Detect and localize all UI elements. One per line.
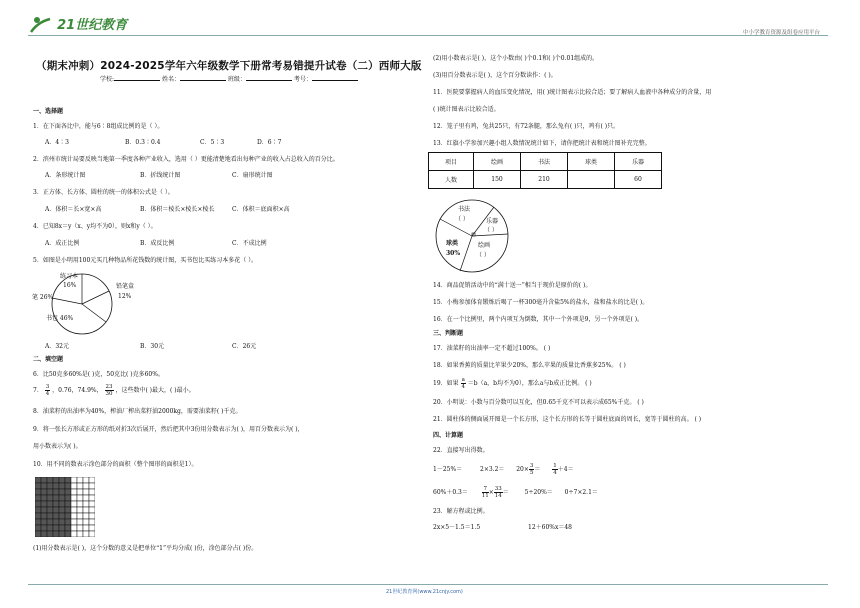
grid-cell	[89, 519, 95, 525]
grid-cell	[35, 489, 41, 495]
grid-cell	[53, 477, 59, 483]
grid-cell	[77, 501, 83, 507]
q3-option-c: C．体积＝底面积×高	[232, 206, 290, 213]
footer-site: 21世纪教育网(www.21cnjy.com)	[386, 589, 463, 595]
question-10-part2: (2)用小数表示是( )，这个小数由( )个0.1和( )个0.01组成的。	[433, 55, 599, 62]
grid-cell	[65, 501, 71, 507]
pie1-divider	[52, 298, 82, 304]
grid-cell	[47, 501, 53, 507]
grid-cell	[35, 525, 41, 531]
calc-row-1	[433, 463, 574, 476]
grid-cell	[89, 525, 95, 531]
grid-cell	[77, 477, 83, 483]
pie2-label-shufa: 书法	[458, 206, 471, 213]
q4-option-b: B．成反比例	[140, 240, 175, 247]
logo-icon	[30, 16, 52, 34]
question-10-part1: (1)用分数表示是( )，这个分数的意义是把单位“1”平均分成( )份，涂色部分占( )份。	[33, 545, 258, 552]
question-18: 18．如果香蕉的质量比苹果少20%，那么苹果的质量比香蕉多25%。 ( )	[433, 362, 626, 369]
grid-cell	[65, 507, 71, 513]
grid-cell	[83, 495, 89, 501]
grid-cell	[59, 489, 65, 495]
q2-option-b: B．折线统计图	[140, 172, 181, 179]
question-13: 13．红旗小学参加兴趣小组人数情况统计如下，请你把统计表和统计图补充完整。	[433, 140, 651, 147]
table-cell: 210	[521, 171, 568, 189]
equation-2: 12＋60%x＝48	[528, 524, 572, 531]
calc-2a: 60%＋0.3＝	[433, 489, 468, 496]
question-17: 17．油菜籽的出油率一定不超过100%。 ( )	[433, 345, 551, 352]
grid-cell	[71, 507, 77, 513]
grid-cell	[41, 531, 47, 537]
question-6: 6．比50克多60%是( )克，50克比( )克多60%。	[33, 371, 164, 378]
question-9-line1: 9．将一张长方形或正方形的纸对折3次后展开，然后把其中3份用分数表示为( )，用百分数表示为( )，	[33, 426, 304, 433]
grid-cell	[41, 513, 47, 519]
q19-suffix: ＝b（a，b均不为0），那么a与b成正比例。 ( )	[467, 380, 592, 387]
calc-1a: 1－25%＝	[433, 466, 463, 473]
q7-fraction-2	[105, 384, 114, 397]
grid-cell	[47, 483, 53, 489]
grid-cell	[59, 507, 65, 513]
pie1-pct-qianbihe: 12%	[118, 293, 132, 300]
grid-cell	[59, 519, 65, 525]
grid-cell	[77, 513, 83, 519]
grid-cell	[77, 483, 83, 489]
grid-cell	[59, 483, 65, 489]
calc-1d-den: 4	[553, 470, 557, 476]
grid-cell	[47, 531, 53, 537]
grid-cell	[77, 525, 83, 531]
number-label: 考号：	[293, 76, 312, 83]
grid-cell	[47, 513, 53, 519]
pie2-blank-huihua: （ ）	[476, 252, 490, 259]
grid-cell	[53, 513, 59, 519]
calc-1c-den: 5	[529, 470, 534, 476]
question-21: 21．圆柱体的侧面展开图是一个长方形，这个长方形的长等于圆柱底面的周长，宽等于圆柱的高。 ( )	[433, 416, 702, 423]
grid-cell	[83, 525, 89, 531]
table-cell: 球类	[568, 153, 615, 171]
pie1-label-lianxiben: 练习本	[60, 273, 79, 280]
calc-2c: 5÷20%＝	[524, 489, 553, 496]
grid-cell	[83, 519, 89, 525]
section-calc: 四、计算题	[433, 432, 464, 439]
grid-cell	[59, 513, 65, 519]
q19-f-num: a	[461, 377, 465, 383]
calc-2b-eq: ＝	[502, 489, 509, 496]
grid-cell	[65, 495, 71, 501]
pie2-blank-shufa: （ ）	[455, 216, 469, 223]
header-platform-text: 中小学教育资源及组卷应用平台	[742, 30, 820, 36]
question-9-line2: 用小数表示为( )。	[33, 443, 82, 450]
grid-cell	[47, 507, 53, 513]
grid-cell	[65, 483, 71, 489]
table-cell: 项目	[429, 153, 474, 171]
grid-cell	[47, 525, 53, 531]
calc-2b-fraction-2	[494, 486, 503, 499]
grid-cell	[89, 489, 95, 495]
table-cell: 人数	[429, 171, 474, 189]
q5-option-c: C．26元	[232, 343, 257, 350]
section-fill: 二、填空题	[33, 356, 64, 363]
grid-cell	[83, 477, 89, 483]
grid-cell	[35, 501, 41, 507]
grid-cell	[59, 525, 65, 531]
q3-option-a: A．体积＝长×宽×高	[45, 206, 102, 213]
q5-option-a: A．32元	[45, 343, 69, 350]
grid-cell	[47, 495, 53, 501]
grid-cell	[65, 519, 71, 525]
grid-cell	[41, 489, 47, 495]
grid-cell	[53, 519, 59, 525]
grid-cell	[71, 501, 77, 507]
grid-cell	[71, 513, 77, 519]
grid-cell	[89, 513, 95, 519]
grid-cell	[71, 525, 77, 531]
equation-1: 2x×5－1.5＝1.5	[433, 524, 481, 531]
grid-cell	[59, 531, 65, 537]
calc-2b-num1: 7	[483, 486, 487, 492]
pie1-divider	[82, 304, 106, 322]
question-11-line1: 11．医院要掌握病人的血压变化情况，用( )统计图表示比较合适；要了解病人血液中各种成分的含量，用	[433, 89, 712, 96]
section-judge: 三、判断题	[433, 330, 464, 337]
grid-cell	[53, 531, 59, 537]
grid-cell	[41, 483, 47, 489]
grid-cell	[53, 507, 59, 513]
question-15: 15．小梅参加体育锻炼后喝了一杯300毫升含盐5%的盐水，盐和盐水的比是( )。	[433, 299, 649, 306]
q7-f2-num: 23	[105, 384, 113, 390]
question-2: 2．滨州市统计局要反映当地第一季度各种产业收入，选用（ ）更能清楚地看出每种产业的收入占总收入的百分比。	[33, 156, 339, 163]
pie2-blank-yueqi: （ ）	[484, 227, 498, 234]
q7-f2-den: 30	[105, 391, 113, 397]
grid-cell	[59, 495, 65, 501]
pie2-label-huihua: 绘画	[478, 242, 491, 249]
calc-2d: 0÷7×2.1＝	[564, 489, 598, 496]
grid-cell	[89, 501, 95, 507]
grid-cell	[71, 519, 77, 525]
q1-option-c: C．5∶3	[200, 139, 225, 146]
grid-cell	[65, 513, 71, 519]
grid-cell	[35, 477, 41, 483]
interest-group-table	[428, 152, 662, 189]
grid-cell	[77, 531, 83, 537]
calc-2b-times: ×	[488, 489, 494, 496]
grid-cell	[41, 519, 47, 525]
question-5: 5．如图是小明用100元买几种物品所花钱数的统计图，买书包比买练习本多花（ ）。	[33, 257, 258, 264]
q2-option-a: A．条形统计图	[45, 172, 86, 179]
grid-cell	[35, 495, 41, 501]
calc-1d-num: 1	[553, 463, 557, 469]
pie2-label-yueqi: 乐器	[486, 218, 499, 225]
q7-f1-den: 4	[45, 391, 50, 397]
grid-cell	[41, 507, 47, 513]
grid-cell	[71, 495, 77, 501]
grid-cell	[47, 519, 53, 525]
grid-cell	[89, 495, 95, 501]
page-title: （期末冲刺）2024-2025学年六年级数学下册常考易错提升试卷（二）西师大版	[36, 60, 422, 72]
grid-cell	[35, 483, 41, 489]
question-8: 8．油菜籽的出油率为40%，榨油厂榨出菜籽油2000kg，需要油菜籽( )千克。	[33, 408, 242, 415]
q7-prefix: 7．	[33, 387, 43, 394]
grid-cell	[41, 477, 47, 483]
grid-cell	[77, 519, 83, 525]
grid-cell	[53, 525, 59, 531]
calc-2b-num2: 33	[494, 486, 502, 492]
logo-text: 21世纪教育	[57, 18, 128, 33]
calc-2b-den2: 14	[494, 493, 502, 499]
q7-mid: ，0.76，74.9%，	[52, 387, 103, 394]
question-10: 10．用不同的数表示涂色部分的面积（整个图形的面积是1）。	[33, 461, 198, 468]
table-cell: 乐器	[615, 153, 662, 171]
pie1-divider	[82, 291, 109, 304]
pie2-pct-qiulei: 30%	[446, 250, 461, 257]
grid-cell	[77, 489, 83, 495]
grid-cell	[53, 501, 59, 507]
grid-cell	[59, 477, 65, 483]
grid-cell	[89, 531, 95, 537]
table-cell: 书法	[521, 153, 568, 171]
grid-cell	[89, 507, 95, 513]
header-divider	[28, 35, 828, 36]
grid-cell	[83, 489, 89, 495]
pie1-label-bi: 笔 26%	[32, 294, 54, 301]
grid-cell	[53, 489, 59, 495]
pie2-label-qiulei: 球类	[446, 240, 459, 247]
q19-fraction	[461, 377, 466, 390]
q19-f-den: 4	[461, 384, 465, 390]
grid-cell	[35, 513, 41, 519]
question-7	[33, 384, 195, 397]
pie1-label-shubao: 书包 46%	[46, 315, 74, 322]
table-cell: 绘画	[474, 153, 521, 171]
grid-cell	[77, 495, 83, 501]
grid-cell	[65, 477, 71, 483]
pie-chart-interest-svg	[428, 196, 518, 276]
grid-cell	[41, 495, 47, 501]
question-19	[433, 377, 592, 390]
grid-cell	[53, 495, 59, 501]
grid-cell	[83, 507, 89, 513]
question-10-part3: (3)用百分数表示是( )，这个百分数读作：( )。	[433, 72, 557, 79]
pie-chart-spending-svg	[30, 270, 140, 340]
grid-cell	[65, 531, 71, 537]
grid-cell	[47, 489, 53, 495]
q7-f1-num: 3	[45, 384, 50, 390]
grid-cell	[47, 477, 53, 483]
grid-cell	[77, 507, 83, 513]
pie2-divider	[472, 234, 508, 236]
question-23: 23．解方程或比例。	[433, 508, 489, 515]
grid-cell	[59, 501, 65, 507]
table-cell: 150	[474, 171, 521, 189]
grid-cell	[41, 501, 47, 507]
grid-cell	[53, 483, 59, 489]
shaded-grid	[35, 477, 95, 541]
name-label: 姓名：	[161, 76, 180, 83]
grid-cell	[83, 483, 89, 489]
shaded-grid-svg	[35, 477, 95, 537]
question-4: 4．已知8x＝y（x、y均不为0），则x和y（ ）。	[33, 223, 157, 230]
calc-1d-rest: ＋4＝	[557, 466, 574, 473]
grid-cell	[83, 513, 89, 519]
pie2-divider	[460, 236, 472, 271]
grid-cell	[65, 489, 71, 495]
calc-1b: 2×3.2＝	[480, 466, 505, 473]
question-16: 16．在一个比例里，两个内项互为倒数，其中一个外项是9，另一个外项是( )。	[433, 316, 644, 323]
pie-chart-spending	[30, 270, 140, 340]
grid-cell	[83, 531, 89, 537]
calc-row-2	[433, 486, 598, 499]
section-choice: 一、选择题	[33, 108, 64, 115]
q7-fraction-1	[45, 384, 51, 397]
school-label: 学校:	[100, 76, 115, 83]
table-row	[429, 171, 662, 189]
class-label: 班级：	[227, 76, 246, 83]
pie1-label-qianbihe: 铅笔盒	[116, 283, 135, 290]
grid-cell	[35, 507, 41, 513]
q5-option-b: B．30元	[140, 343, 165, 350]
grid-cell	[71, 489, 77, 495]
table-cell	[568, 171, 615, 189]
grid-cell	[35, 531, 41, 537]
calc-1c: 20×	[516, 466, 529, 473]
pie-chart-interest	[428, 196, 518, 276]
grid-cell	[71, 477, 77, 483]
q4-option-c: C．不成比例	[232, 240, 267, 247]
q1-option-b: B．0.3∶0.4	[125, 139, 161, 146]
q3-option-b: B．体积＝棱长×棱长×棱长	[140, 206, 215, 213]
logo	[30, 14, 127, 34]
table-cell: 60	[615, 171, 662, 189]
calc-1c-eq: ＝	[534, 466, 541, 473]
grid-cell	[89, 477, 95, 483]
grid-cell	[65, 525, 71, 531]
grid-cell	[71, 483, 77, 489]
question-20: 20．小明说：小数与百分数可以互化，但0.65千克不可以表示成65%千克。 ( )	[433, 399, 644, 406]
q4-option-a: A．成正比例	[45, 240, 80, 247]
q1-option-d: D．6∶7	[257, 139, 282, 146]
grid-cell	[41, 525, 47, 531]
calc-2b-den1: 11	[481, 493, 489, 499]
q1-option-a: A．4∶3	[45, 139, 69, 146]
grid-cell	[35, 519, 41, 525]
question-3: 3．正方体、长方体、圆柱的统一的体积公式是（ ）。	[33, 189, 174, 196]
table-header-row	[429, 153, 662, 171]
q19-prefix: 19．如果	[433, 380, 459, 387]
question-12: 12．笼子里有鸡，兔共25只，有72条腿，那么兔有( )只，鸡有( )只。	[433, 123, 620, 130]
grid-cell	[89, 483, 95, 489]
calc-2b-fraction-1	[482, 486, 489, 499]
pie1-pct-lianxiben: 16%	[63, 282, 77, 289]
q2-option-c: C．扇形统计图	[232, 172, 273, 179]
grid-cell	[71, 531, 77, 537]
question-22: 22．直接写出得数。	[433, 447, 489, 454]
calc-1c-num: 3	[529, 463, 534, 469]
q7-suffix: ，这些数中( )最大，( )最小。	[115, 387, 195, 394]
footer-divider	[28, 584, 828, 585]
question-11-line2: ( )统计图表示比较合适。	[433, 106, 500, 113]
question-1: 1．在下面各比中，能与6∶8组成比例的是（ ）。	[33, 123, 164, 130]
student-info	[100, 74, 358, 83]
grid-cell	[83, 501, 89, 507]
question-14: 14．商品促销活动中的“满十送一”相当于现价是原价的( )。	[433, 282, 592, 289]
